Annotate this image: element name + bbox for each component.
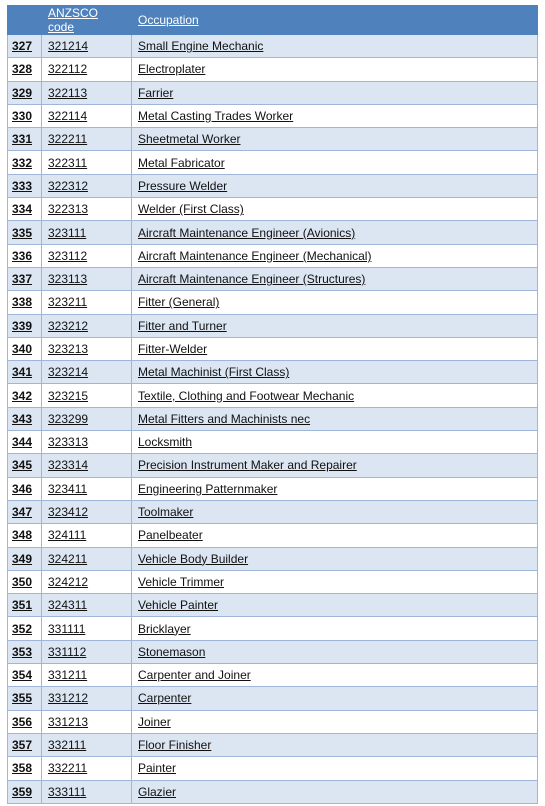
table-row (8, 337, 538, 360)
table-row (8, 640, 538, 663)
row-number-link[interactable]: 342 (8, 384, 42, 407)
anzsco-code-link[interactable]: 332111 (42, 733, 132, 756)
table-row (8, 733, 538, 756)
table-row (8, 128, 538, 151)
table-row (8, 291, 538, 314)
table-body (8, 35, 538, 804)
occupation-link[interactable]: Textile, Clothing and Footwear Mechanic (132, 384, 538, 407)
occupation-link[interactable]: Stonemason (132, 640, 538, 663)
anzsco-code-link[interactable]: 323411 (42, 477, 132, 500)
row-number-link[interactable]: 331 (8, 128, 42, 151)
row-number-link[interactable]: 346 (8, 477, 42, 500)
table-row (8, 151, 538, 174)
occupation-link[interactable]: Farrier (132, 81, 538, 104)
row-number-link[interactable]: 341 (8, 361, 42, 384)
table-row (8, 757, 538, 780)
row-number-link[interactable]: 344 (8, 431, 42, 454)
row-number-link[interactable]: 335 (8, 221, 42, 244)
anzsco-code-link[interactable]: 332211 (42, 757, 132, 780)
row-number-link[interactable]: 350 (8, 570, 42, 593)
header-row (8, 6, 538, 35)
occupation-link[interactable]: Carpenter and Joiner (132, 664, 538, 687)
row-number-link[interactable]: 340 (8, 337, 42, 360)
occupation-link[interactable]: Panelbeater (132, 524, 538, 547)
anzsco-code-link[interactable]: 323214 (42, 361, 132, 384)
anzsco-code-link[interactable]: 333111 (42, 780, 132, 803)
table-row (8, 58, 538, 81)
occupation-link[interactable]: Fitter-Welder (132, 337, 538, 360)
row-number-link[interactable]: 336 (8, 244, 42, 267)
occupation-link[interactable]: Metal Casting Trades Worker (132, 104, 538, 127)
table-row (8, 267, 538, 290)
anzsco-code-link[interactable]: 321214 (42, 35, 132, 58)
anzsco-code-link[interactable]: 322313 (42, 198, 132, 221)
anzsco-code-link[interactable]: 323212 (42, 314, 132, 337)
row-number-link[interactable]: 349 (8, 547, 42, 570)
anzsco-code-link[interactable]: 323211 (42, 291, 132, 314)
table-row (8, 81, 538, 104)
row-number-link[interactable]: 353 (8, 640, 42, 663)
table-row (8, 384, 538, 407)
occupation-link[interactable]: Bricklayer (132, 617, 538, 640)
header-occupation[interactable]: Occupation (132, 6, 538, 35)
anzsco-code-link[interactable]: 322312 (42, 174, 132, 197)
occupation-link[interactable]: Metal Fabricator (132, 151, 538, 174)
row-number-link[interactable]: 348 (8, 524, 42, 547)
row-number-link[interactable]: 355 (8, 687, 42, 710)
table-row (8, 198, 538, 221)
anzsco-code-link[interactable]: 322311 (42, 151, 132, 174)
anzsco-code-link[interactable]: 331112 (42, 640, 132, 663)
table-row (8, 547, 538, 570)
row-number-link[interactable]: 327 (8, 35, 42, 58)
row-number-link[interactable]: 347 (8, 500, 42, 523)
row-number-link[interactable]: 328 (8, 58, 42, 81)
table-row (8, 454, 538, 477)
row-number-link[interactable]: 339 (8, 314, 42, 337)
occupation-link[interactable]: Fitter and Turner (132, 314, 538, 337)
row-number-link[interactable]: 338 (8, 291, 42, 314)
occupation-link[interactable]: Joiner (132, 710, 538, 733)
anzsco-code-link[interactable]: 323215 (42, 384, 132, 407)
row-number-link[interactable]: 359 (8, 780, 42, 803)
anzsco-code-link[interactable]: 323113 (42, 267, 132, 290)
anzsco-code-link[interactable]: 322211 (42, 128, 132, 151)
occupation-link[interactable]: Metal Machinist (First Class) (132, 361, 538, 384)
header-number (8, 6, 42, 35)
occupation-link[interactable]: Vehicle Painter (132, 594, 538, 617)
occupation-link[interactable]: Locksmith (132, 431, 538, 454)
row-number-link[interactable]: 330 (8, 104, 42, 127)
row-number-link[interactable]: 345 (8, 454, 42, 477)
occupation-link[interactable]: Small Engine Mechanic (132, 35, 538, 58)
occupation-table (7, 5, 538, 804)
anzsco-code-link[interactable]: 323314 (42, 454, 132, 477)
anzsco-code-link[interactable]: 322113 (42, 81, 132, 104)
anzsco-code-link[interactable]: 324212 (42, 570, 132, 593)
table-row (8, 244, 538, 267)
row-number-link[interactable]: 352 (8, 617, 42, 640)
row-number-link[interactable]: 358 (8, 757, 42, 780)
anzsco-code-link[interactable]: 322112 (42, 58, 132, 81)
anzsco-code-link[interactable]: 323213 (42, 337, 132, 360)
occupation-link[interactable]: Welder (First Class) (132, 198, 538, 221)
table-header (8, 6, 538, 35)
row-number-link[interactable]: 356 (8, 710, 42, 733)
table-row (8, 710, 538, 733)
anzsco-code-link[interactable]: 324311 (42, 594, 132, 617)
row-number-link[interactable]: 343 (8, 407, 42, 430)
table-row (8, 104, 538, 127)
row-number-link[interactable]: 337 (8, 267, 42, 290)
row-number-link[interactable]: 357 (8, 733, 42, 756)
occupation-link[interactable]: Painter (132, 757, 538, 780)
occupation-link[interactable]: Precision Instrument Maker and Repairer (132, 454, 538, 477)
table-row (8, 780, 538, 803)
row-number-link[interactable]: 333 (8, 174, 42, 197)
anzsco-code-link[interactable]: 323313 (42, 431, 132, 454)
row-number-link[interactable]: 354 (8, 664, 42, 687)
anzsco-code-link[interactable]: 331111 (42, 617, 132, 640)
table-row (8, 664, 538, 687)
table-row (8, 407, 538, 430)
occupation-link[interactable]: Metal Fitters and Machinists nec (132, 407, 538, 430)
occupation-link[interactable]: Aircraft Maintenance Engineer (Structures) (132, 267, 538, 290)
table-row (8, 431, 538, 454)
occupation-link[interactable]: Aircraft Maintenance Engineer (Mechanical) (132, 244, 538, 267)
occupation-link[interactable]: Aircraft Maintenance Engineer (Avionics) (132, 221, 538, 244)
anzsco-code-link[interactable]: 322114 (42, 104, 132, 127)
anzsco-code-link[interactable]: 323111 (42, 221, 132, 244)
table-row (8, 221, 538, 244)
row-number-link[interactable]: 351 (8, 594, 42, 617)
anzsco-code-link[interactable]: 331211 (42, 664, 132, 687)
anzsco-code-link[interactable]: 331212 (42, 687, 132, 710)
row-number-link[interactable]: 329 (8, 81, 42, 104)
anzsco-code-link[interactable]: 324111 (42, 524, 132, 547)
anzsco-code-link[interactable]: 323112 (42, 244, 132, 267)
occupation-link[interactable]: Carpenter (132, 687, 538, 710)
row-number-link[interactable]: 332 (8, 151, 42, 174)
occupation-link[interactable]: Toolmaker (132, 500, 538, 523)
occupation-link[interactable]: Fitter (General) (132, 291, 538, 314)
header-anzsco-code[interactable]: ANZSCO code (42, 6, 132, 35)
occupation-link[interactable]: Glazier (132, 780, 538, 803)
occupation-link[interactable]: Sheetmetal Worker (132, 128, 538, 151)
table-row (8, 570, 538, 593)
occupation-link[interactable]: Pressure Welder (132, 174, 538, 197)
anzsco-code-link[interactable]: 324211 (42, 547, 132, 570)
table-row (8, 35, 538, 58)
table-row (8, 174, 538, 197)
occupation-link[interactable]: Vehicle Body Builder (132, 547, 538, 570)
table-row (8, 524, 538, 547)
table-row (8, 361, 538, 384)
table-row (8, 617, 538, 640)
table-row (8, 477, 538, 500)
occupation-link[interactable]: Vehicle Trimmer (132, 570, 538, 593)
anzsco-code-link[interactable]: 323412 (42, 500, 132, 523)
anzsco-code-link[interactable]: 323299 (42, 407, 132, 430)
table-row (8, 594, 538, 617)
occupation-link[interactable]: Floor Finisher (132, 733, 538, 756)
table-row (8, 500, 538, 523)
row-number-link[interactable]: 334 (8, 198, 42, 221)
table-row (8, 314, 538, 337)
occupation-link[interactable]: Electroplater (132, 58, 538, 81)
table-row (8, 687, 538, 710)
anzsco-code-link[interactable]: 331213 (42, 710, 132, 733)
occupation-link[interactable]: Engineering Patternmaker (132, 477, 538, 500)
